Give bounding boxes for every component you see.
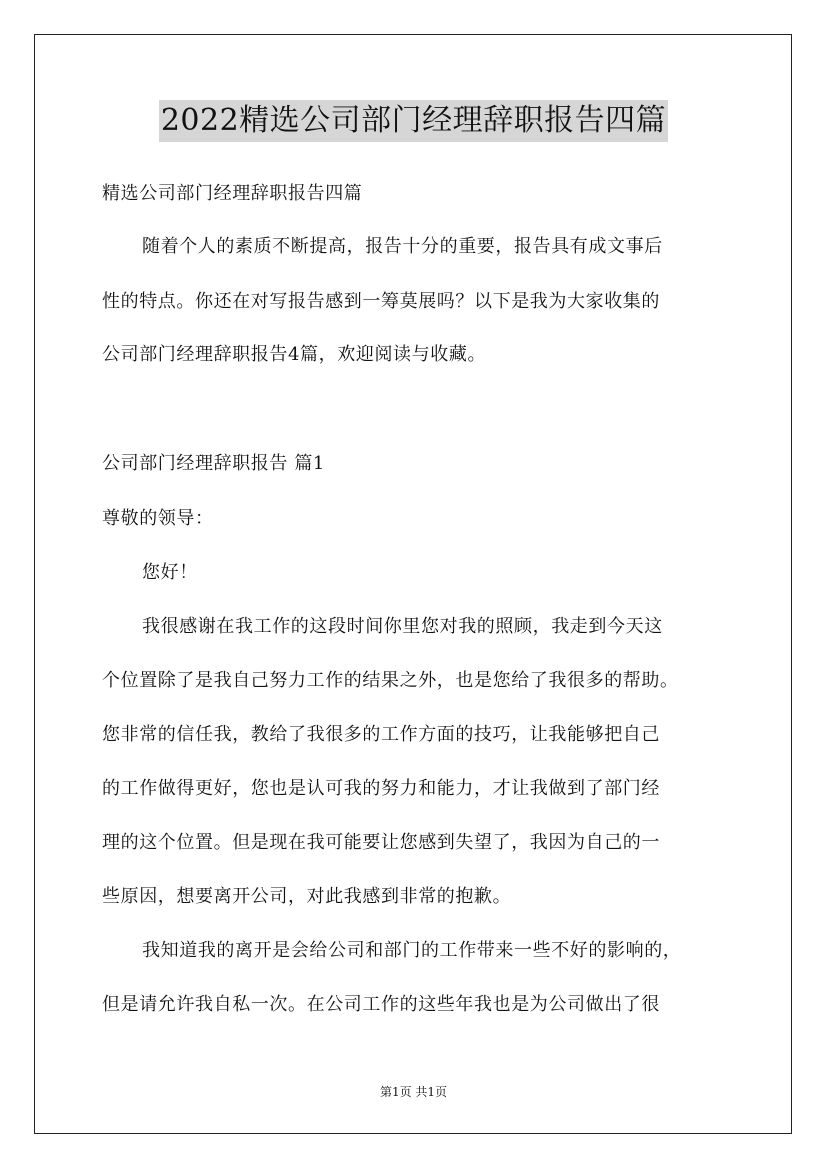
greeting: 您好！ — [142, 562, 198, 583]
paragraph-line: 我很感谢在我工作的这段时间你里您对我的照顾，我走到今天这 — [142, 616, 663, 637]
paragraph-line: 我知道我的离开是会给公司和部门的工作带来一些不好的影响的， — [142, 940, 682, 961]
paragraph-line: 个位置除了是我自己努力工作的结果之外，也是您给了我很多的帮助。 — [102, 670, 679, 691]
paragraph-line: 公司部门经理辞职报告4篇，欢迎阅读与收藏。 — [102, 344, 487, 365]
paragraph-line: 性的特点。你还在对写报告感到一筹莫展吗？以下是我为大家收集的 — [102, 291, 660, 312]
title-container — [0, 100, 827, 142]
paragraph-line: 理的这个位置。但是现在我可能要让您感到失望了，我因为自己的一 — [102, 832, 660, 853]
section-heading: 公司部门经理辞职报告 篇1 — [102, 453, 325, 474]
paragraph-line: 随着个人的素质不断提高，报告十分的重要，报告具有成文事后 — [142, 236, 663, 257]
paragraph-line: 但是请允许我自私一次。在公司工作的这些年我也是为公司做出了很 — [102, 994, 660, 1015]
subtitle-line: 精选公司部门经理辞职报告四篇 — [102, 183, 363, 204]
paragraph-line: 的工作做得更好，您也是认可我的努力和能力，才让我做到了部门经 — [102, 778, 660, 799]
salutation: 尊敬的领导： — [102, 508, 214, 529]
paragraph-line: 些原因，想要离开公司，对此我感到非常的抱歉。 — [102, 886, 512, 907]
paragraph-line: 您非常的信任我，教给了我很多的工作方面的技巧，让我能够把自己 — [102, 724, 660, 745]
document-title: 2022精选公司部门经理辞职报告四篇 — [159, 100, 668, 142]
page-footer: 第1页 共1页 — [379, 1085, 448, 1099]
